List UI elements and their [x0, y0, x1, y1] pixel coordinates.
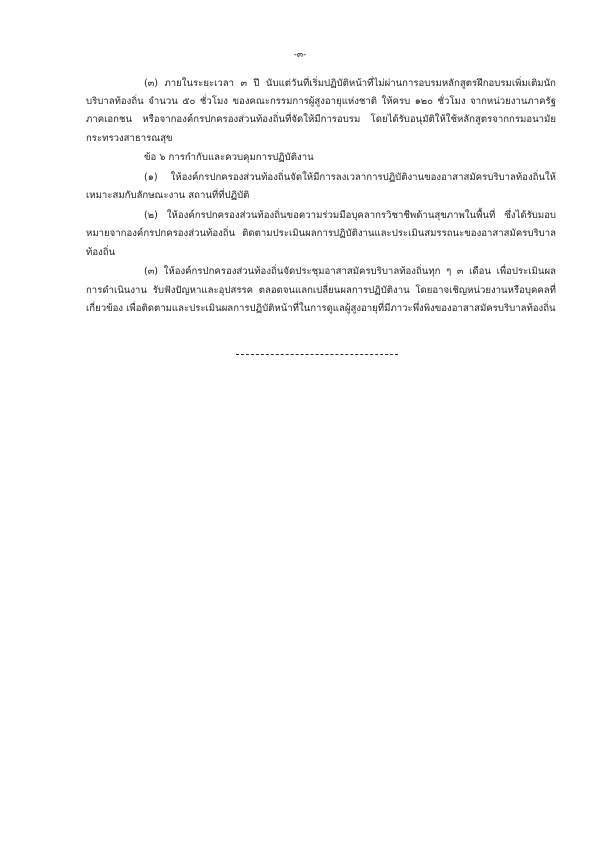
document-body: [86, 75, 556, 320]
end-divider-line: [236, 354, 398, 355]
article-6-item-3: (๓) ให้องค์กรปกครองส่วนท้องถิ่นจัดประชุมอาสาสมัครบริบาลท้องถิ่นทุก ๆ ๓ เดือน เพื่อประเมินผลการดำเนินงาน รับฟังปัญหาและอุปสรรค ตลอดจนแลกเปลี่ยนผลการปฏิบัติงาน โดยอาจเชิญหน่วยงานหรือบุคคลที่เกี่ยวข้อง เพื่อติดตามและประเมินผลการปฏิบัติหน้าที่ในการดูแลผู้สูงอายุที่มีภาวะพึ่งพิงของอาสาสมัครบริบาลท้องถิ่น: [86, 266, 556, 314]
page-number: -๓-: [293, 50, 307, 60]
article-6-item-1: (๑) ให้องค์กรปกครองส่วนท้องถิ่นจัดให้มีการลงเวลาการปฏิบัติงานของอาสาสมัครบริบาลท้องถิ่นให้เหมาะสมกับลักษณะงาน สถานที่ที่ปฏิบัติ: [86, 172, 556, 202]
article-6-heading: ข้อ ๖ การกำกับและควบคุมการปฏิบัติงาน: [144, 152, 314, 164]
clause-3-training-period: (๓) ภายในระยะเวลา ๓ ปี นับแต่วันที่เริ่มปฏิบัติหน้าที่ไม่ผ่านการอบรมหลักสูตรฝึกอบรมเพิ่มเติมนักบริบาลท้องถิ่น จำนวน ๕๐ ชั่วโมง ของคณะกรรมการผู้สูงอายุแห่งชาติ ให้ครบ ๑๒๐ ชั่วโมง จากหน่วยงานภาครัฐ ภาคเอกชน หรือจากองค์กรปกครองส่วนท้องถิ่นที่จัดให้มีการอบรม โดยได้รับอนุมัติให้ใช้หลักสูตรจากกรมอนามัย กระทรวงสาธารณสุข: [86, 78, 556, 144]
article-6-item-2: (๒) ให้องค์กรปกครองส่วนท้องถิ่นขอความร่วมมือบุคลากรวิชาชีพด้านสุขภาพในพื้นที่ ซึ่งได้รับมอบหมายจากองค์กรปกครองส่วนท้องถิ่น ติดตามประเมินผลการปฏิบัติงานและประเมินสมรรถนะของอาสาสมัครบริบาลท้องถิ่น: [86, 210, 556, 258]
